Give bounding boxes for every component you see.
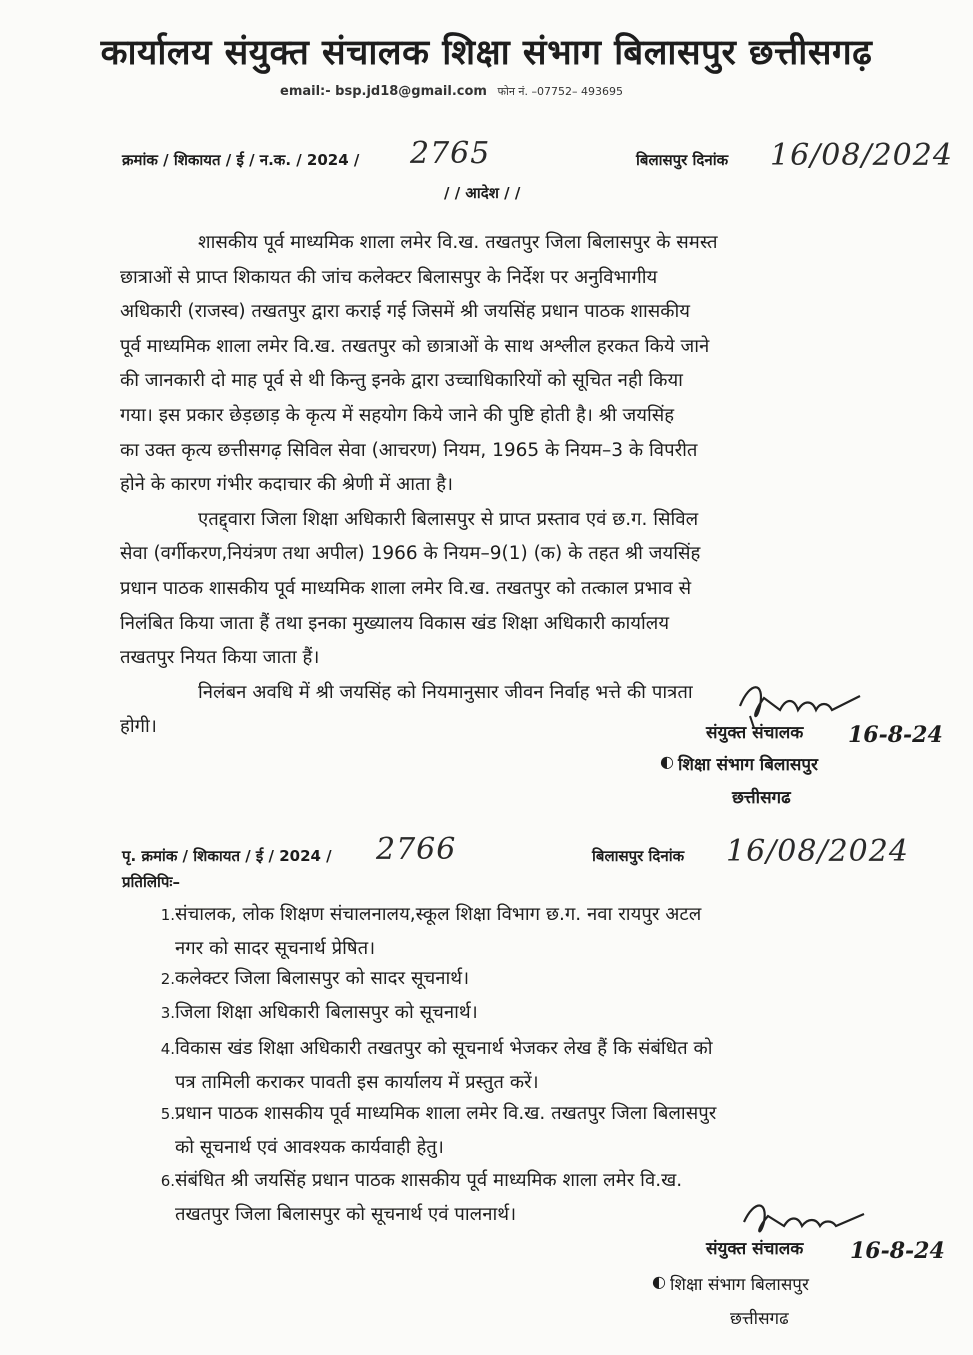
copy-item-3: 3. जिला शिक्षा अधिकारी बिलासपुर को सूचनार्थ।	[160, 1002, 478, 1023]
body-line-11: प्रधान पाठक शासकीय पूर्व माध्यमिक शाला लमेर वि.ख. तखतपुर को तत्काल प्रभाव से	[120, 577, 692, 599]
copy-item-6: 6. संबंधित श्री जयसिंह प्रधान पाठक शासकीय पूर्व माध्यमिक शाला लमेर वि.ख. तखतपुर जिला बिलासपुर को सूचनार्थ एवं पालनार्थ।	[160, 1170, 683, 1225]
sig1-date: 16-8-24	[848, 722, 943, 748]
sig2-seal-icon: ◐	[652, 1272, 666, 1291]
sig2-date: 16-8-24	[850, 1238, 945, 1264]
sig1-seal-icon: ◐	[660, 752, 674, 771]
sig1-title: संयुक्त संचालक	[706, 723, 804, 743]
order-body	[120, 226, 880, 745]
copy-item-2: 2. कलेक्टर जिला बिलासपुर को सादर सूचनार्थ।	[160, 968, 470, 989]
body-line-6: गया। इस प्रकार छेड़छाड़ के कृत्य में सहयोग किये जाने की पुष्टि होती है। श्री जयसिंह	[120, 404, 675, 426]
copy-item-1: 1. संचालक, लोक शिक्षण संचालनालय,स्कूल शिक्षा विभाग छ.ग. नवा रायपुर अटल नगर को सादर सूचनार्थ प्रेषित।	[160, 904, 702, 959]
body-line-5: की जानकारी दो माह पूर्व से थी किन्तु इनके द्वारा उच्चाधिकारियों को सूचित नही किया	[120, 370, 683, 392]
order-ref-number: 2765	[410, 136, 491, 171]
body-line-4: पूर्व माध्यमिक शाला लमेर वि.ख. तखतपुर को छात्राओं के साथ अश्लील हरकत किये जाने	[120, 335, 710, 357]
body-line-12: निलंबित किया जाता हैं तथा इनका मुख्यालय विकास खंड शिक्षा अधिकारी कार्यालय	[120, 612, 670, 634]
phone-text: फोन नं. –07752– 493695	[497, 85, 624, 98]
endorse-date-value: 16/08/2024	[726, 834, 909, 869]
copy-item-4: 4. विकास खंड शिक्षा अधिकारी तखतपुर को सूचनार्थ भेजकर लेख हैं कि संबंधित को पत्र तामिली कराकर पावती इस कार्यालय में प्रस्तुत करें।	[160, 1038, 713, 1093]
copy-label: प्रतिलिपिः–	[122, 873, 180, 891]
endorse-date-label: बिलासपुर दिनांक	[592, 847, 685, 865]
body-line-2: छात्राओं से प्राप्त शिकायत की जांच कलेक्टर बिलासपुर के निर्देश पर अनुविभागीय	[120, 266, 658, 288]
order-date-value: 16/08/2024	[770, 138, 953, 173]
copy-item-5: 5. प्रधान पाठक शासकीय पूर्व माध्यमिक शाला लमेर वि.ख. तखतपुर जिला बिलासपुर को सूचनार्थ एवं आवश्यक कार्यवाही हेतु।	[160, 1103, 717, 1158]
email-text: email:- bsp.jd18@gmail.com	[280, 84, 487, 99]
sig2-dept: शिक्षा संभाग बिलासपुर	[670, 1275, 809, 1295]
body-line-1: शासकीय पूर्व माध्यमिक शाला लमेर वि.ख. तखतपुर जिला बिलासपुर के समस्त	[198, 232, 718, 253]
endorse-ref-label: पृ. क्रमांक / शिकायत / ई / 2024 /	[122, 847, 332, 865]
order-date-label: बिलासपुर दिनांक	[636, 151, 729, 169]
endorse-ref-number: 2766	[376, 832, 457, 867]
order-ref-label: क्रमांक / शिकायत / ई / न.क. / 2024 /	[122, 151, 360, 169]
order-heading: / / आदेश / /	[444, 184, 521, 202]
body-line-15: होगी।	[120, 716, 157, 738]
office-title: कार्यालय संयुक्त संचालक शिक्षा संभाग बिलासपुर छत्तीसगढ़	[100, 33, 873, 73]
body-line-8: होने के कारण गंभीर कदाचार की श्रेणी में आता है।	[120, 474, 454, 496]
sig1-dept: शिक्षा संभाग बिलासपुर	[678, 755, 818, 775]
body-line-10: सेवा (वर्गीकरण,नियंत्रण तथा अपील) 1966 के नियम–9(1) (क) के तहत श्री जयसिंह	[120, 543, 701, 565]
body-line-13: तखतपुर नियत किया जाता हैं।	[120, 647, 320, 669]
sig2-title: संयुक्त संचालक	[706, 1239, 804, 1259]
sig1-state: छत्तीसगढ	[732, 788, 791, 808]
body-line-14: निलंबन अवधि में श्री जयसिंह को नियमानुसार जीवन निर्वाह भत्ते की पात्रता	[198, 681, 693, 703]
body-line-7: का उक्त कृत्य छत्तीसगढ़ सिविल सेवा (आचरण) नियम, 1965 के नियम–3 के विपरीत	[120, 439, 698, 461]
sig2-state: छत्तीसगढ	[730, 1309, 789, 1329]
body-line-3: अधिकारी (राजस्व) तखतपुर द्वारा कराई गई जिसमें श्री जयसिंह प्रधान पाठक शासकीय	[120, 301, 690, 323]
body-line-9: एतद्द्वारा जिला शिक्षा अधिकारी बिलासपुर से प्राप्त प्रस्ताव एवं छ.ग. सिविल	[198, 508, 699, 530]
contact-line	[280, 84, 623, 99]
